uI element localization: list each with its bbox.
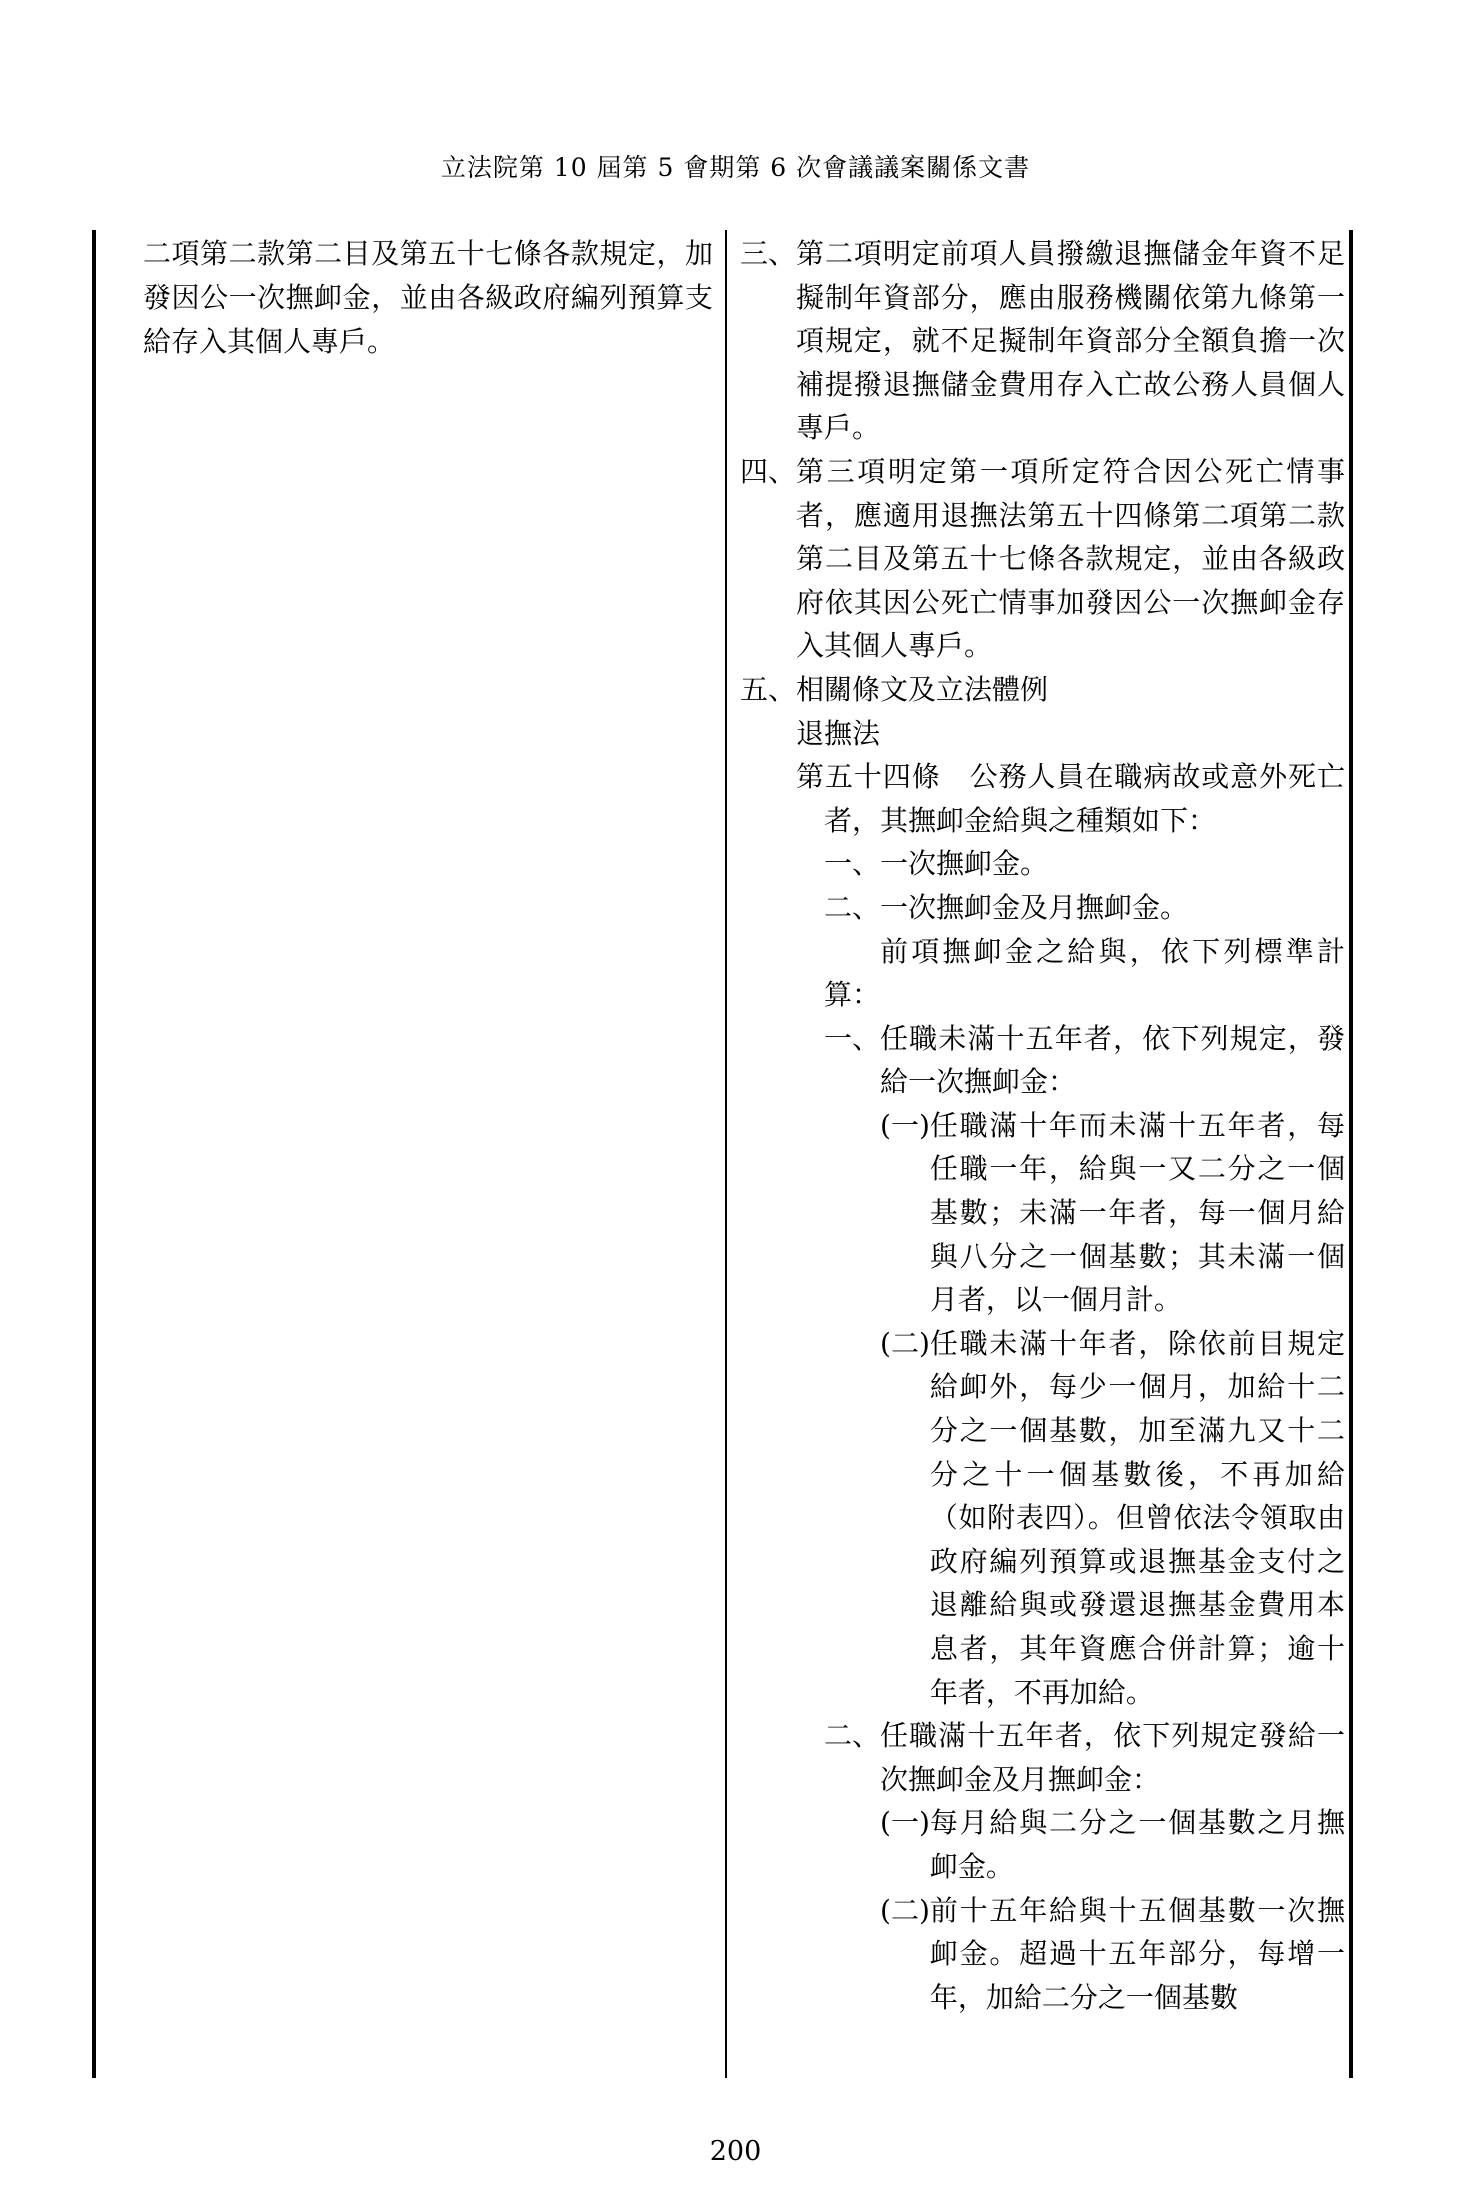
sub-marker: (二)	[880, 1326, 930, 1360]
sub-marker: (一)	[880, 1108, 930, 1142]
kind-item	[824, 842, 1345, 886]
kind-item	[824, 886, 1345, 930]
rule-item-1	[824, 1017, 1345, 1715]
document-header: 立法院第 10 屆第 5 會期第 6 次會議議案關係文書	[440, 153, 1031, 182]
kind-text: 一次撫卹金及月撫卹金。	[880, 890, 1189, 924]
table-column-divider	[725, 230, 727, 2078]
list-item-5	[740, 668, 1345, 712]
sub-marker: (二)	[880, 1893, 930, 1927]
rule-body	[880, 1714, 1345, 2019]
sub-text: 任職滿十年而未滿十五年者，每任職一年，給與一又二分之一個基數；未滿一年者，每一個月給與八分之一個基數；其未滿一個月者，以一個月計。	[929, 1108, 1345, 1317]
sub-text: 任職未滿十年者，除依前目規定給卹外，每少一個月，加給十二分之一個基數，加至滿九又十二分之十一個基數後，不再加給（如附表四）。但曾依法令領取由政府編列預算或退撫基金支付之退離給與或發還退撫基金費用本息者，其年資應合併計算；逾十年者，不再加給。	[929, 1326, 1345, 1709]
list-marker: 五、	[740, 672, 797, 706]
calc-intro: 前項撫卹金之給與，依下列標準計算：	[824, 934, 1345, 1012]
kinds-list	[796, 842, 1345, 2019]
rule-text: 任職滿十五年者，依下列規定發給一次撫卹金及月撫卹金：	[880, 1719, 1345, 1796]
right-column	[740, 232, 1345, 2019]
table-right-border	[1349, 230, 1353, 2078]
page-number: 200	[709, 2136, 762, 2167]
article-number: 第五十四條	[796, 760, 970, 794]
sub-item	[880, 1889, 1345, 2020]
article-text: 公務人員在職病故或意外死亡者，其撫卹金給與之種類如下：	[824, 760, 1345, 837]
law-article-block	[740, 755, 1345, 2019]
list-marker: 四、	[740, 454, 797, 488]
rule-marker: 一、	[824, 1021, 881, 1055]
kind-marker: 二、	[824, 890, 881, 924]
sub-item	[880, 1104, 1345, 1322]
sub-text: 前十五年給與十五個基數一次撫卹金。超過十五年部分，每增一年，加給二分之一個基數	[929, 1893, 1345, 2014]
sub-item	[880, 1801, 1345, 1888]
list-item-text: 第二項明定前項人員撥繳退撫儲金年資不足擬制年資部分，應由服務機關依第九條第一項規定，就不足擬制年資部分全額負擔一次補提撥退撫儲金費用存入亡故公務人員個人專戶。	[796, 237, 1345, 445]
sub-text: 每月給與二分之一個基數之月撫卹金。	[929, 1806, 1345, 1883]
rule-marker: 二、	[824, 1719, 881, 1753]
sub-item	[880, 1322, 1345, 1714]
rule-body	[880, 1017, 1345, 1715]
kind-text: 一次撫卹金。	[880, 847, 1049, 881]
rule-item-2	[824, 1714, 1345, 2019]
list-item-text: 相關條文及立法體例	[796, 672, 1049, 706]
rule-text: 任職未滿十五年者，依下列規定，發給一次撫卹金：	[880, 1021, 1345, 1099]
table-left-border	[92, 230, 96, 2078]
left-column	[143, 232, 713, 364]
left-column-paragraph: 二項第二款第二目及第五十七條各款規定，加發因公一次撫卹金，並由各級政府編列預算支給存入其個人專戶。	[143, 237, 713, 358]
law-name: 退撫法	[796, 716, 881, 750]
list-marker: 三、	[740, 237, 797, 270]
kind-marker: 一、	[824, 847, 881, 881]
list-item-text: 第三項明定第一項所定符合因公死亡情事者，應適用退撫法第五十四條第二項第二款第二目及第五十七條各款規定，並由各級政府依其因公死亡情事加發因公一次撫卹金存入其個人專戶。	[796, 454, 1345, 663]
sub-marker: (一)	[880, 1806, 930, 1840]
list-item-3	[740, 232, 1345, 450]
article-paragraph	[796, 755, 1345, 842]
list-item-4	[740, 450, 1345, 668]
